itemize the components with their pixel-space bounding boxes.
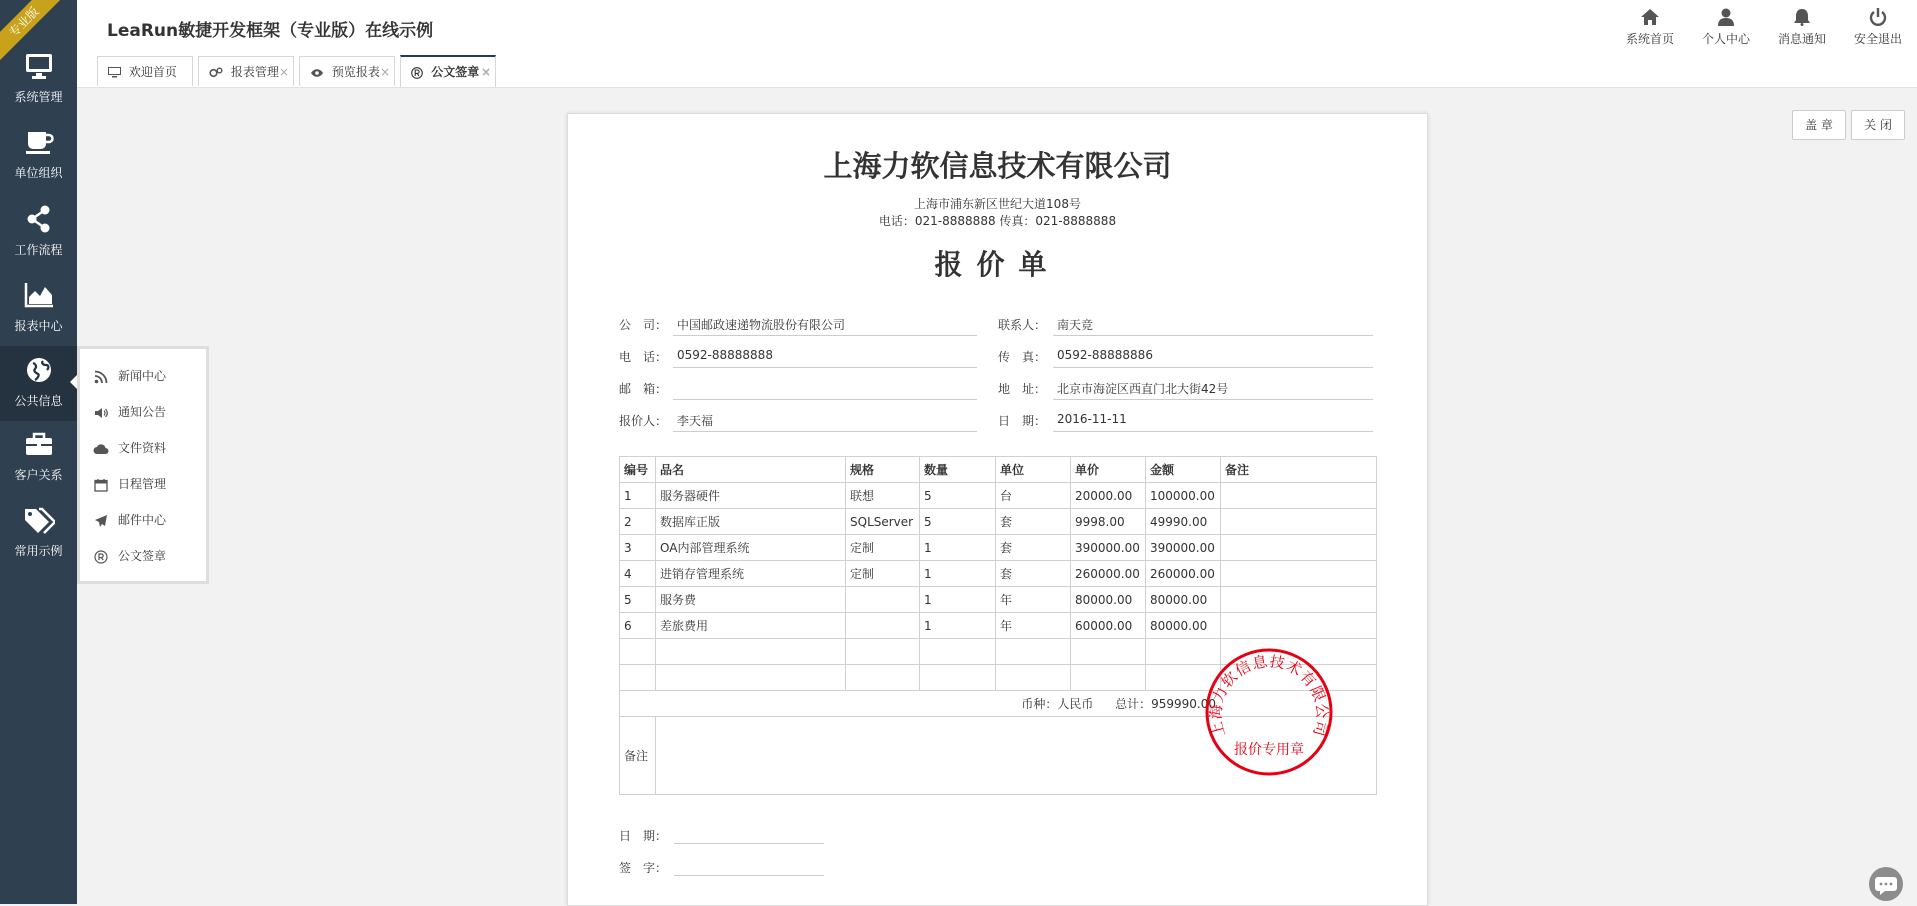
close-button[interactable]: 关 闭 xyxy=(1851,110,1905,140)
globe-icon xyxy=(25,356,53,384)
table-cell: 1 xyxy=(920,535,996,561)
sidebar-item-examples[interactable]: 常用示例 xyxy=(0,506,77,581)
table-cell: SQLServer xyxy=(846,509,920,535)
home-icon xyxy=(1640,8,1660,26)
table-cell: 80000.00 xyxy=(1071,587,1146,613)
tab-close-icon[interactable]: × xyxy=(480,65,491,79)
public-info-submenu xyxy=(77,346,209,584)
table-cell: 20000.00 xyxy=(1071,483,1146,509)
table-header-row: 编号 品名 规格 数量 单位 单价 金额 备注 xyxy=(620,457,1377,483)
table-cell: 80000.00 xyxy=(1146,613,1221,639)
table-cell: 100000.00 xyxy=(1146,483,1221,509)
chat-button[interactable] xyxy=(1869,867,1903,901)
table-cell: 260000.00 xyxy=(1146,561,1221,587)
chat-icon xyxy=(1869,867,1903,901)
company-name: 上海力软信息技术有限公司 xyxy=(823,149,1172,183)
table-cell: 5 xyxy=(920,509,996,535)
table-cell: 260000.00 xyxy=(1071,561,1146,587)
table-cell: 60000.00 xyxy=(1071,613,1146,639)
field-date: 日 期： 2016-11-11 xyxy=(998,412,1378,434)
volume-icon xyxy=(92,406,110,420)
table-cell xyxy=(1221,509,1377,535)
table-row xyxy=(620,483,1377,509)
bell-icon xyxy=(1792,8,1812,26)
tab-report-management[interactable]: 报表管理 × xyxy=(198,56,294,86)
field-quoter: 报价人： 李天福 xyxy=(619,412,979,434)
sidebar-item-reports[interactable]: 报表中心 xyxy=(0,281,77,356)
table-cell: 390000.00 xyxy=(1071,535,1146,561)
table-cell: 390000.00 xyxy=(1146,535,1221,561)
cogs-icon xyxy=(209,67,223,78)
table-cell: 数据库正版 xyxy=(656,509,846,535)
table-cell: 联想 xyxy=(846,483,920,509)
table-cell: 服务费 xyxy=(656,587,846,613)
monitor-icon xyxy=(24,52,54,80)
table-cell: 5 xyxy=(620,587,656,613)
logout-button[interactable]: 安全退出 xyxy=(1845,8,1911,47)
table-cell: OA内部管理系统 xyxy=(656,535,846,561)
quotation-document xyxy=(567,113,1428,906)
registered-icon xyxy=(411,67,423,79)
tab-document-seal[interactable]: 公文签章 × xyxy=(400,55,496,87)
app-title: LeaRun敏捷开发框架（专业版）在线示例 xyxy=(107,21,434,41)
footer-date: 日 期： xyxy=(619,827,667,844)
table-cell: 1 xyxy=(920,561,996,587)
table-cell: 2 xyxy=(620,509,656,535)
table-cell: 3 xyxy=(620,535,656,561)
home-button[interactable]: 系统首页 xyxy=(1617,8,1683,47)
table-cell: 6 xyxy=(620,613,656,639)
table-cell xyxy=(1221,587,1377,613)
calendar-icon xyxy=(92,478,110,492)
seal-bottom-text: 报价专用章 xyxy=(1234,742,1304,758)
table-cell: 1 xyxy=(920,587,996,613)
field-phone: 电 话： 0592-88888888 xyxy=(619,348,979,370)
tab-close-icon[interactable]: × xyxy=(278,65,289,79)
table-cell xyxy=(1221,613,1377,639)
company-address: 上海市浦东新区世纪大道108号 xyxy=(914,197,1081,211)
table-cell xyxy=(846,613,920,639)
table-cell: 进销存管理系统 xyxy=(656,561,846,587)
notifications-button[interactable]: 消息通知 xyxy=(1769,8,1835,47)
table-cell: 差旅费用 xyxy=(656,613,846,639)
document-title: 报价单 xyxy=(934,248,1061,281)
table-cell xyxy=(1221,483,1377,509)
area-chart-icon xyxy=(23,281,55,309)
stamp-button[interactable]: 盖 章 xyxy=(1792,110,1846,140)
table-row xyxy=(620,509,1377,535)
field-contact: 联系人： 南天竞 xyxy=(998,316,1378,338)
total-label: 总计：959990.00 xyxy=(1115,697,1216,711)
user-icon xyxy=(1716,8,1736,26)
paper-plane-icon xyxy=(92,514,110,528)
desktop-icon xyxy=(108,67,121,78)
sidebar xyxy=(0,0,77,904)
submenu-item-document-seal[interactable]: 公文签章 xyxy=(92,546,166,566)
table-cell: 9998.00 xyxy=(1071,509,1146,535)
table-cell: 1 xyxy=(620,483,656,509)
table-row xyxy=(620,535,1377,561)
table-cell: 年 xyxy=(996,587,1071,613)
table-cell: 5 xyxy=(920,483,996,509)
submenu-item-notices[interactable]: 通知公告 xyxy=(92,402,166,422)
table-row xyxy=(620,561,1377,587)
currency-label: 币种：人民币 xyxy=(1021,697,1094,711)
sidebar-item-crm[interactable]: 客户关系 xyxy=(0,430,77,505)
submenu-item-schedule[interactable]: 日程管理 xyxy=(92,474,166,494)
field-email: 邮 箱： xyxy=(619,380,979,402)
sidebar-item-system[interactable]: 系统管理 xyxy=(0,52,77,127)
cloud-icon xyxy=(92,442,110,456)
sidebar-item-workflow[interactable]: 工作流程 xyxy=(0,205,77,280)
official-seal xyxy=(1203,646,1335,778)
power-icon xyxy=(1868,8,1888,26)
table-cell: 套 xyxy=(996,535,1071,561)
rss-icon xyxy=(92,370,110,384)
table-cell: 套 xyxy=(996,561,1071,587)
tab-preview-report[interactable]: 预览报表 × xyxy=(299,56,395,86)
coffee-icon xyxy=(24,128,54,156)
table-cell: 定制 xyxy=(846,561,920,587)
submenu-item-files[interactable]: 文件资料 xyxy=(92,438,166,458)
sidebar-item-org[interactable]: 单位组织 xyxy=(0,128,77,203)
field-fax: 传 真： 0592-88888886 xyxy=(998,348,1378,370)
table-cell xyxy=(846,587,920,613)
sidebar-item-public-info[interactable]: 公共信息 xyxy=(0,346,77,421)
tags-icon xyxy=(23,506,55,534)
tab-close-icon[interactable]: × xyxy=(379,65,390,79)
seal-text: 上海力软信息技术有限公司 xyxy=(1206,652,1332,740)
table-cell: 套 xyxy=(996,509,1071,535)
registered-icon xyxy=(92,550,110,564)
table-cell xyxy=(1221,535,1377,561)
share-icon xyxy=(24,205,54,233)
table-cell: 1 xyxy=(920,613,996,639)
field-company: 公 司： 中国邮政速递物流股份有限公司 xyxy=(619,316,979,338)
table-cell: 台 xyxy=(996,483,1071,509)
table-cell: 定制 xyxy=(846,535,920,561)
remark-label: 备注 xyxy=(620,717,656,795)
table-cell: 4 xyxy=(620,561,656,587)
footer-signature: 签 字： xyxy=(619,859,667,876)
table-cell: 80000.00 xyxy=(1146,587,1221,613)
table-cell xyxy=(1221,561,1377,587)
briefcase-icon xyxy=(24,430,54,458)
eye-icon xyxy=(310,68,324,78)
table-row xyxy=(620,613,1377,639)
edition-badge: 专业版 xyxy=(0,0,64,60)
table-cell: 年 xyxy=(996,613,1071,639)
header xyxy=(77,0,1917,88)
table-cell: 49990.00 xyxy=(1146,509,1221,535)
table-row xyxy=(620,587,1377,613)
submenu-item-mail[interactable]: 邮件中心 xyxy=(92,510,166,530)
company-contact: 电话：021-8888888 传真：021-8888888 xyxy=(878,214,1117,228)
table-cell: 服务器硬件 xyxy=(656,483,846,509)
tab-welcome[interactable]: 欢迎首页 xyxy=(97,56,193,86)
submenu-item-news[interactable]: 新闻中心 xyxy=(92,366,166,386)
field-address: 地 址： 北京市海淀区西直门北大街42号 xyxy=(998,380,1378,402)
profile-button[interactable]: 个人中心 xyxy=(1693,8,1759,47)
